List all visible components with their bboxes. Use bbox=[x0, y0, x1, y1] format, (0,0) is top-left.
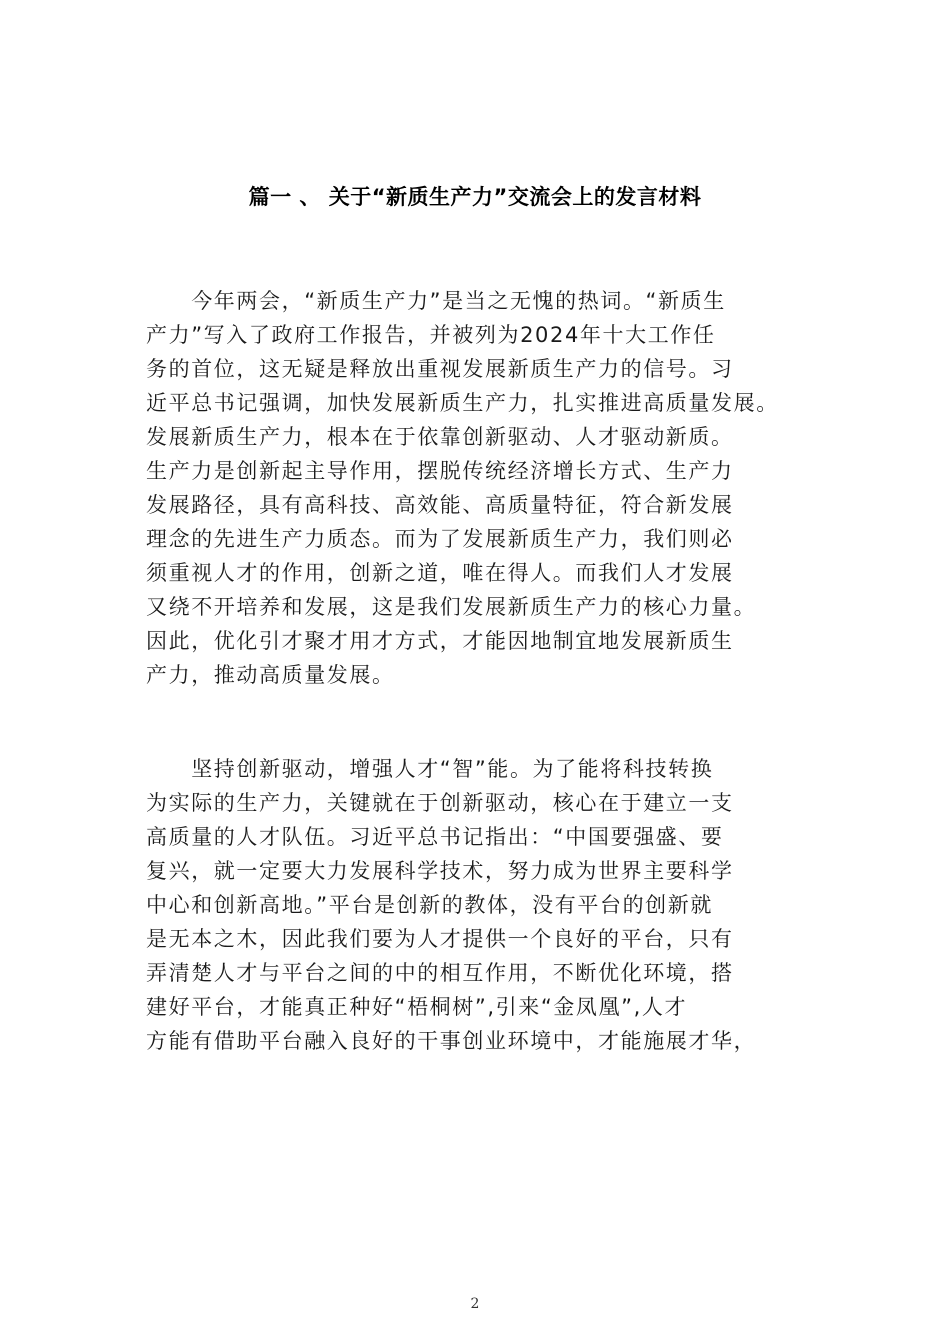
text-line: 中心和创新高地。”平台是创新的教体，没有平台的创新就 bbox=[146, 893, 713, 917]
text-line: 产力”写入了政府工作报告，并被列为2024年十大工作任 bbox=[146, 323, 716, 347]
paragraph-2 bbox=[146, 752, 811, 1058]
text-line: 理念的先进生产力质态。而为了发展新质生产力，我们则必 bbox=[146, 527, 734, 551]
text-line: 又绕不开培养和发展，这是我们发展新质生产力的核心力量。 bbox=[146, 595, 757, 619]
text-line: 发展新质生产力，根本在于依靠创新驱动、人才驱动新质。 bbox=[146, 425, 734, 449]
text-line: 今年两会，“新质生产力”是当之无愧的热词。“新质生 bbox=[146, 289, 726, 313]
text-line: 发展路径，具有高科技、高效能、高质量特征，符合新发展 bbox=[146, 493, 734, 517]
text-line: 产力，推动高质量发展。 bbox=[146, 663, 395, 687]
text-line: 须重视人才的作用，创新之道，唯在得人。而我们人才发展 bbox=[146, 561, 734, 585]
page-number: 2 bbox=[470, 1296, 480, 1312]
text-line: 复兴，就一定要大力发展科学技术，努力成为世界主要科学 bbox=[146, 859, 734, 883]
text-line: 方能有借助平台融入良好的干事创业环境中，才能施展才华， bbox=[146, 1029, 757, 1053]
text-line: 弄清楚人才与平台之间的中的相互作用，不断优化环境，搭 bbox=[146, 961, 734, 985]
text-line: 生产力是创新起主导作用，摆脱传统经济增长方式、生产力 bbox=[146, 459, 734, 483]
paragraph-1 bbox=[146, 284, 811, 692]
text-line: 坚持创新驱动，增强人才“智”能。为了能将科技转换 bbox=[146, 757, 714, 781]
document-title: 篇一 、 关于“新质生产力”交流会上的发言材料 bbox=[248, 185, 702, 209]
text-line: 是无本之木，因此我们要为人才提供一个良好的平台，只有 bbox=[146, 927, 734, 951]
text-line: 近平总书记强调，加快发展新质生产力，扎实推进高质量发展。 bbox=[146, 391, 779, 415]
text-line: 高质量的人才队伍。习近平总书记指出：“中国要强盛、要 bbox=[146, 825, 724, 849]
text-line: 为实际的生产力，关键就在于创新驱动，核心在于建立一支 bbox=[146, 791, 734, 815]
text-line: 因此，优化引才聚才用才方式，才能因地制宜地发展新质生 bbox=[146, 629, 734, 653]
text-line: 务的首位，这无疑是释放出重视发展新质生产力的信号。习 bbox=[146, 357, 734, 381]
text-line: 建好平台，才能真正种好“梧桐树”,引来“金凤凰”,人才 bbox=[146, 995, 688, 1019]
